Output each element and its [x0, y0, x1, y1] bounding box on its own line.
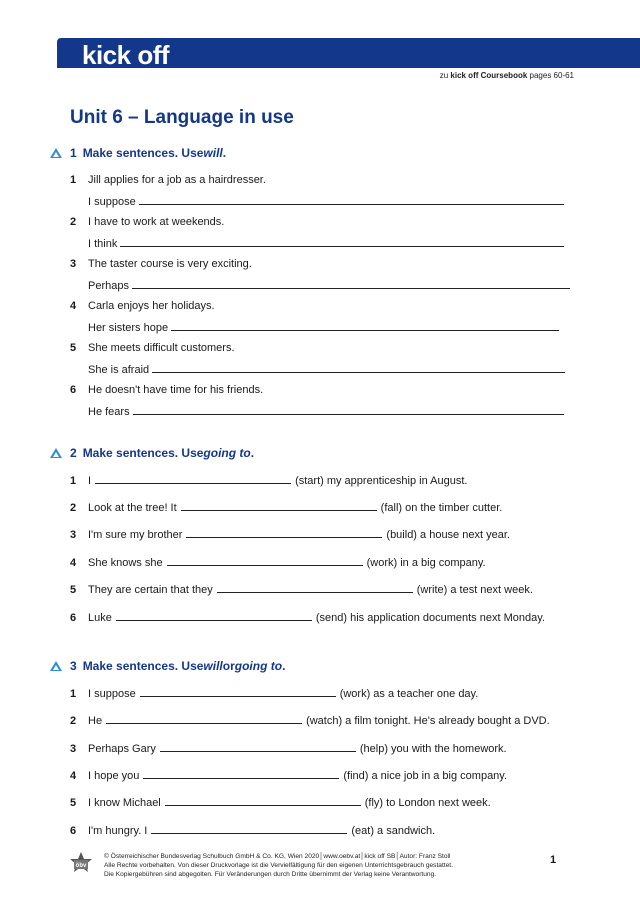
ref-pages: pages 60-61 — [527, 71, 574, 80]
exercise-2-item — [70, 611, 545, 624]
item-text-before: They are certain that they — [88, 584, 213, 596]
answer-prompt: She is afraid — [88, 364, 150, 376]
ref-prefix: zu — [439, 71, 451, 80]
section-number: 1 — [70, 146, 77, 160]
item-number: 2 — [70, 216, 77, 228]
item-number: 5 — [70, 342, 77, 354]
item-number: 4 — [70, 300, 77, 312]
item-text-before: I — [88, 475, 92, 487]
exercise-3-item — [70, 769, 507, 782]
answer-blank[interactable] — [106, 714, 302, 724]
section-1-heading — [50, 146, 226, 160]
answer-blank[interactable] — [132, 279, 570, 289]
item-text-before: I know Michael — [88, 797, 161, 809]
exercise-2-item — [70, 501, 502, 514]
section-2-heading — [50, 446, 254, 460]
section-heading-text: Make sentences. Use — [82, 446, 204, 460]
difficulty-triangle-icon — [50, 661, 62, 671]
exercise-1-item — [70, 216, 224, 228]
item-text-after: (fall) on the timber cutter. — [380, 502, 503, 514]
item-text-before: I hope you — [88, 770, 140, 782]
section-number: 3 — [70, 659, 77, 673]
exercise-3-item — [70, 796, 491, 809]
answer-blank[interactable] — [152, 363, 565, 373]
answer-blank[interactable] — [186, 528, 382, 538]
difficulty-triangle-icon — [50, 148, 62, 158]
item-text-after: (find) a nice job in a big company. — [343, 770, 508, 782]
item-sentence: He doesn't have time for his friends. — [88, 384, 264, 396]
item-number: 3 — [70, 743, 77, 755]
item-text-after: (watch) a film tonight. He's already bought a DVD. — [306, 715, 550, 727]
item-text-after: (work) in a big company. — [366, 557, 486, 569]
footer-line-2: Alle Rechte vorbehalten. Von dieser Druckvorlage ist die Vervielfältigung für den eigenen Unterrichtsgebrauch gestattet. — [104, 862, 453, 869]
page-number: 1 — [550, 854, 557, 866]
item-number: 3 — [70, 529, 77, 541]
item-number: 2 — [70, 502, 77, 514]
item-text-before: Look at the tree! It — [88, 502, 177, 514]
item-number: 5 — [70, 797, 77, 809]
item-text-before: I suppose — [88, 688, 136, 700]
item-text-after: (help) you with the homework. — [359, 743, 507, 755]
exercise-3-item — [70, 687, 478, 700]
item-number: 6 — [70, 384, 77, 396]
answer-prompt: He fears — [88, 406, 130, 418]
item-sentence: Carla enjoys her holidays. — [88, 300, 215, 312]
item-number: 6 — [70, 825, 77, 837]
answer-prompt: I suppose — [88, 196, 136, 208]
answer-line — [88, 237, 564, 250]
exercise-1-item — [70, 258, 252, 270]
answer-blank[interactable] — [167, 556, 363, 566]
exercise-2-item — [70, 474, 467, 487]
answer-blank[interactable] — [120, 237, 564, 247]
item-text-before: I'm sure my brother — [88, 529, 183, 541]
answer-blank[interactable] — [160, 742, 356, 752]
answer-line — [88, 279, 570, 292]
answer-line — [88, 405, 564, 418]
item-text-before: Luke — [88, 612, 112, 624]
section-heading-keyword: will — [203, 146, 223, 160]
exercise-2-item — [70, 528, 510, 541]
exercise-1-item — [70, 384, 263, 396]
section-heading-text: Make sentences. Use — [82, 146, 204, 160]
item-sentence: I have to work at weekends. — [88, 216, 225, 228]
item-text-after: (build) a house next year. — [386, 529, 510, 541]
item-number: 1 — [70, 475, 77, 487]
section-3-heading — [50, 659, 285, 673]
publisher-logo-icon — [68, 851, 94, 877]
publisher-logo-text: öbv — [75, 863, 87, 869]
section-heading-keyword-2: going to — [234, 659, 283, 673]
difficulty-triangle-icon — [50, 448, 62, 458]
item-text-before: I'm hungry. I — [88, 825, 148, 837]
exercise-3-item — [70, 742, 507, 755]
answer-blank[interactable] — [140, 687, 336, 697]
item-number: 4 — [70, 557, 77, 569]
footer-line-3: Die Kopiergebühren sind abgegolten. Für Veränderungen durch Dritte übernimmt der Verlag keine Verantwortung. — [104, 871, 437, 878]
answer-line — [88, 321, 559, 334]
answer-line — [88, 195, 564, 208]
section-heading-text: Make sentences. Use — [82, 659, 204, 673]
item-number: 3 — [70, 258, 77, 270]
exercise-3-item — [70, 824, 435, 837]
section-heading-end: . — [222, 146, 227, 160]
answer-blank[interactable] — [133, 405, 564, 415]
answer-blank[interactable] — [151, 824, 347, 834]
exercise-1-item — [70, 174, 266, 186]
answer-blank[interactable] — [171, 321, 559, 331]
answer-prompt: I think — [88, 238, 118, 250]
answer-blank[interactable] — [95, 474, 291, 484]
item-sentence: The taster course is very exciting. — [88, 258, 252, 270]
coursebook-reference — [440, 71, 574, 80]
item-sentence: Jill applies for a job as a hairdresser. — [88, 174, 266, 186]
answer-prompt: Her sisters hope — [88, 322, 169, 334]
item-text-after: (fly) to London next week. — [364, 797, 491, 809]
exercise-1-item — [70, 300, 215, 312]
item-text-before: She knows she — [88, 557, 163, 569]
section-heading-keyword: going to — [203, 446, 251, 460]
answer-blank[interactable] — [116, 611, 312, 621]
section-heading-keyword: will — [203, 659, 223, 673]
exercise-1-item — [70, 342, 235, 354]
item-text-after: (eat) a sandwich. — [351, 825, 436, 837]
answer-blank[interactable] — [143, 769, 339, 779]
page-title: Unit 6 – Language in use — [70, 107, 294, 128]
exercise-3-item — [70, 714, 550, 727]
item-number: 6 — [70, 612, 77, 624]
footer-line-1: © Österreichischer Bundesverlag Schulbuch GmbH & Co. KG, Wien 2020│www.oebv.at│kick off SB│Autor: Franz Stoll — [104, 853, 451, 860]
answer-blank[interactable] — [139, 195, 564, 205]
answer-blank[interactable] — [181, 501, 377, 511]
item-text-after: (send) his application documents next Monday. — [315, 612, 545, 624]
footer-copyright — [104, 852, 453, 879]
item-text-after: (write) a test next week. — [416, 584, 533, 596]
item-number: 2 — [70, 715, 77, 727]
exercise-2-item — [70, 556, 486, 569]
item-number: 5 — [70, 584, 77, 596]
section-heading-end: . — [250, 446, 255, 460]
item-text-after: (work) as a teacher one day. — [339, 688, 479, 700]
answer-blank[interactable] — [217, 583, 413, 593]
answer-prompt: Perhaps — [88, 280, 129, 292]
answer-blank[interactable] — [165, 796, 361, 806]
ref-coursebook: kick off Coursebook — [450, 71, 528, 80]
answer-line — [88, 363, 565, 376]
item-number: 4 — [70, 770, 77, 782]
item-sentence: She meets difficult customers. — [88, 342, 235, 354]
exercise-2-item — [70, 583, 533, 596]
section-heading-mid: or — [222, 659, 235, 673]
item-text-after: (start) my apprenticeship in August. — [295, 475, 468, 487]
item-number: 1 — [70, 688, 77, 700]
item-number: 1 — [70, 174, 77, 186]
item-text-before: He — [88, 715, 103, 727]
item-text-before: Perhaps Gary — [88, 743, 156, 755]
section-number: 2 — [70, 446, 77, 460]
kick-off-logo: kick off — [82, 40, 170, 70]
section-heading-end: . — [282, 659, 286, 673]
